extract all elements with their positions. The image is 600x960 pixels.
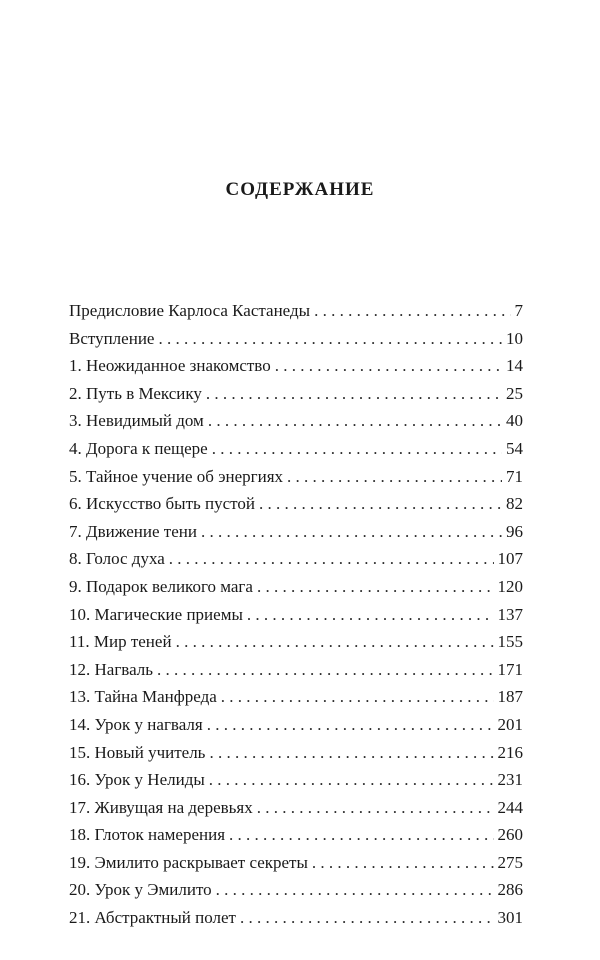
dot-leader	[275, 352, 502, 380]
toc-entry	[69, 380, 523, 408]
dot-leader	[206, 380, 502, 408]
entry-page-number: 171	[497, 659, 523, 679]
entry-page-number: 96	[506, 521, 523, 541]
entry-page-number: 231	[497, 770, 523, 790]
entry-page-number: 107	[497, 549, 523, 569]
dot-leader	[158, 325, 502, 353]
toc-entry	[69, 711, 523, 739]
entry-title: 12. Нагваль	[69, 659, 154, 679]
entry-title: 5. Тайное учение об энергиях	[69, 466, 284, 486]
entry-title: 13. Тайна Манфреда	[69, 687, 217, 707]
entry-title: 8. Голос духа	[69, 549, 165, 569]
dot-leader	[209, 739, 493, 767]
entry-page-number: 10	[506, 328, 523, 348]
toc-entry	[69, 407, 523, 435]
toc-entry	[69, 352, 523, 380]
dot-leader	[216, 876, 494, 904]
entry-page-number: 54	[506, 438, 523, 458]
entry-page-number: 244	[497, 797, 523, 817]
entry-page-number: 14	[506, 356, 523, 376]
entry-page-number: 120	[497, 576, 523, 596]
toc-entry	[69, 601, 523, 629]
toc-entry	[69, 628, 523, 656]
page-title: СОДЕРЖАНИЕ	[225, 178, 375, 200]
toc-entry	[69, 435, 523, 463]
dot-leader	[221, 683, 494, 711]
entry-title: 17. Живущая на деревьях	[69, 797, 253, 817]
entry-page-number: 187	[497, 687, 523, 707]
dot-leader	[209, 766, 494, 794]
entry-title: 11. Мир теней	[69, 632, 172, 652]
dot-leader	[176, 628, 494, 656]
entry-title: 2. Путь в Мексику	[69, 383, 202, 403]
dot-leader	[259, 490, 502, 518]
dot-leader	[208, 407, 502, 435]
entry-page-number: 260	[497, 825, 523, 845]
toc-entry	[69, 904, 523, 932]
dot-leader	[169, 545, 494, 573]
dot-leader	[157, 656, 493, 684]
entry-title: 20. Урок у Эмилито	[69, 880, 212, 900]
entry-page-number: 201	[497, 714, 523, 734]
toc-entry	[69, 739, 523, 767]
toc-entry	[69, 297, 523, 325]
entry-page-number: 286	[497, 880, 523, 900]
entry-title: 1. Неожиданное знакомство	[69, 356, 271, 376]
entry-title: 9. Подарок великого мага	[69, 576, 253, 596]
toc-entry	[69, 821, 523, 849]
toc-entry	[69, 490, 523, 518]
entry-title: 7. Движение тени	[69, 521, 197, 541]
entry-title: 3. Невидимый дом	[69, 411, 204, 431]
dot-leader	[229, 821, 493, 849]
toc-entry	[69, 683, 523, 711]
toc-entry	[69, 794, 523, 822]
dot-leader	[240, 904, 494, 932]
dot-leader	[314, 297, 510, 325]
entry-page-number: 275	[497, 852, 523, 872]
dot-leader	[312, 849, 494, 877]
entry-title: 19. Эмилито раскрывает секреты	[69, 852, 308, 872]
entry-title: 10. Магические приемы	[69, 604, 243, 624]
entry-title: 15. Новый учитель	[69, 742, 206, 762]
dot-leader	[257, 573, 494, 601]
toc-entry	[69, 656, 523, 684]
toc-entry	[69, 463, 523, 491]
entry-page-number: 82	[506, 494, 523, 514]
entry-page-number: 137	[497, 604, 523, 624]
toc-entry	[69, 849, 523, 877]
entry-page-number: 40	[506, 411, 523, 431]
entry-title: 18. Глоток намерения	[69, 825, 226, 845]
toc-entry	[69, 876, 523, 904]
entry-page-number: 71	[506, 466, 523, 486]
entry-page-number: 25	[506, 383, 523, 403]
toc-entry	[69, 545, 523, 573]
entry-title: Вступление	[69, 328, 155, 348]
toc-entry	[69, 325, 523, 353]
toc-entry	[69, 573, 523, 601]
toc-entry	[69, 766, 523, 794]
dot-leader	[247, 601, 494, 629]
entry-page-number: 216	[497, 742, 523, 762]
dot-leader	[257, 794, 494, 822]
dot-leader	[207, 711, 494, 739]
entry-title: 14. Урок у нагваля	[69, 714, 203, 734]
entry-title: 4. Дорога к пещере	[69, 438, 208, 458]
entry-title: 6. Искусство быть пустой	[69, 494, 255, 514]
entry-page-number: 7	[514, 301, 523, 320]
dot-leader	[212, 435, 502, 463]
dot-leader	[201, 518, 502, 546]
entry-title: 21. Абстрактный полет	[69, 908, 236, 928]
entry-title: 16. Урок у Нелиды	[69, 770, 205, 790]
entry-title: Предисловие Карлоса Кастанеды	[69, 301, 311, 320]
toc-entry	[69, 518, 523, 546]
dot-leader	[287, 463, 502, 491]
entry-page-number: 155	[497, 632, 523, 652]
table-of-contents	[69, 297, 523, 932]
entry-page-number: 301	[497, 908, 523, 928]
